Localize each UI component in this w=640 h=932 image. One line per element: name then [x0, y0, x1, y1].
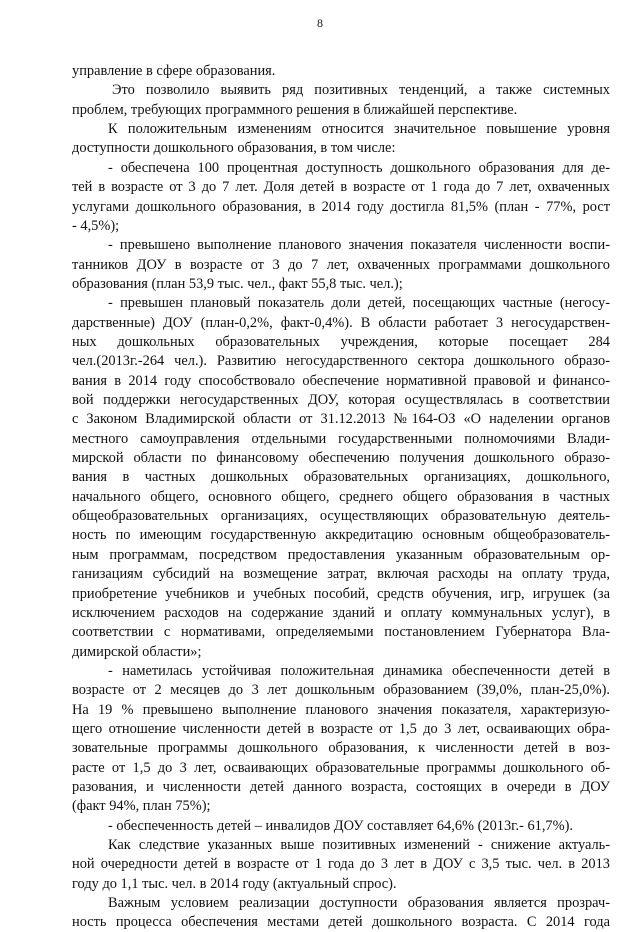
text-line: с Законом Владимирской области от 31.12.2013 №164-ОЗ «О наделении органов — [72, 411, 610, 428]
text-line: тей в возрасте от 3 до 7 лет. Доля детей в возрасте от 1 года до 7 лет, охваченных — [72, 179, 610, 196]
text-line: доступности дошкольного образования, в том числе: — [72, 140, 396, 157]
text-line: танников ДОУ в возрасте от 3 до 7 лет, охваченных программами дошкольного — [72, 256, 610, 273]
page-number: 8 — [317, 16, 323, 30]
text-line: начального общего, основного общего, среднего общего образования в частных — [72, 488, 610, 505]
text-line: вой поддержки негосударственных ДОУ, которая осуществлялась в соответствии — [72, 392, 610, 408]
text-line: чел.(2013г.-264 чел.). Развитию негосударственного сектора дошкольного образо- — [72, 353, 610, 370]
text-line: (факт 94%, план 75%); — [72, 798, 211, 815]
text-line: расте от 1,5 до 3 лет, осваивающих образовательные программы дошкольного об- — [72, 759, 610, 776]
text-line: - превышено выполнение планового значения показателя численности воспи- — [108, 237, 610, 254]
text-line: проблем, требующих программного решения в ближайшей перспективе. — [72, 101, 518, 118]
text-line: ганизациям субсидий на возмещение затрат, включая расходы на оплату труда, — [72, 566, 610, 583]
text-line: исключением расходов на содержание зданий и оплату коммунальных услуг), в — [72, 604, 610, 621]
text-line: услугами дошкольного образования, в 2014 году достигла 81,5% (план - 77%, рост — [72, 198, 610, 215]
text-line: приобретение учебников и учебных пособий, средств обучения, игр, игрушек (за — [72, 585, 610, 602]
text-line: ным программам, посредством предоставления указанным образовательным ор- — [72, 546, 610, 563]
text-line: дарственные) ДОУ (план-0,2%, факт-0,4%). В области работает 3 негосударствен- — [72, 314, 610, 331]
text-line: ных дошкольных образовательных учреждения, которые посещает 284 — [72, 333, 610, 350]
text-line: ной очередности детей в возрасте от 1 года до 3 лет в ДОУ с 3,5 тыс. чел. в 2013 — [72, 856, 610, 873]
text-line: возрасте от 2 месяцев до 3 лет дошкольным образованием (39,0%, план-25,0%). — [72, 682, 610, 699]
text-line: - обеспечена 100 процентная доступность дошкольного образования для де- — [108, 159, 610, 176]
text-line: щего отношение численности детей в возрасте от 1,5 до 3 лет, осваивающих обра- — [72, 720, 610, 737]
text-line: Это позволило выявить ряд позитивных тенденций, а также системных — [112, 82, 610, 99]
text-line: ность процесса обеспечения местами детей дошкольного возраста. С 2014 года — [72, 914, 610, 931]
text-line: Важным условием реализации доступности образования является прозрач- — [108, 895, 610, 912]
text-line: вания в 2014 году способствовало обеспечение нормативной правовой и финансо- — [72, 372, 610, 389]
text-line: мирской области по финансовому обеспечению получения дошкольного образо- — [72, 450, 610, 466]
text-line: управление в сфере образования. — [72, 63, 276, 79]
text-line: - обеспеченность детей – инвалидов ДОУ составляет 64,6% (2013г.- 61,7%). — [108, 817, 574, 834]
text-line: - 4,5%); — [72, 217, 120, 234]
text-line: зовательные программы дошкольного образования, к численности детей в воз- — [72, 740, 610, 757]
text-line: местного самоуправления отдельными государственными полномочиями Влади- — [72, 430, 610, 447]
text-line: димирской области»; — [72, 643, 202, 660]
text-line: соответствии с нормативами, определяемыми постановлением Губернатора Вла- — [72, 624, 610, 641]
text-line: вания в частных дошкольных образовательных организациях, дошкольного, — [72, 469, 610, 486]
text-line: образования (план 53,9 тыс. чел., факт 55,8 тыс. чел.); — [72, 275, 403, 292]
text-line: - превышен плановый показатель доли детей, посещающих частные (негосу- — [108, 295, 610, 312]
text-line: разования, и численности детей данного возраста, состоящих в очереди в ДОУ — [72, 779, 610, 795]
text-line: На 19 % превышено выполнение планового значения показателя, характеризую- — [72, 701, 610, 718]
text-line: К положительным изменениям относится значительное повышение уровня — [108, 121, 610, 138]
text-line: общеобразовательных организациях, осуществляющих образовательную деятель- — [72, 508, 610, 525]
text-line: ность по имеющим государственную аккредитацию основным общеобразователь- — [72, 527, 610, 544]
text-line: - наметилась устойчивая положительная динамика обеспеченности детей в — [108, 662, 610, 679]
text-line: Как следствие указанных выше позитивных изменений - снижение актуаль- — [108, 837, 610, 853]
text-line: году до 1,1 тыс. чел. в 2014 году (актуальный спрос). — [72, 875, 397, 892]
